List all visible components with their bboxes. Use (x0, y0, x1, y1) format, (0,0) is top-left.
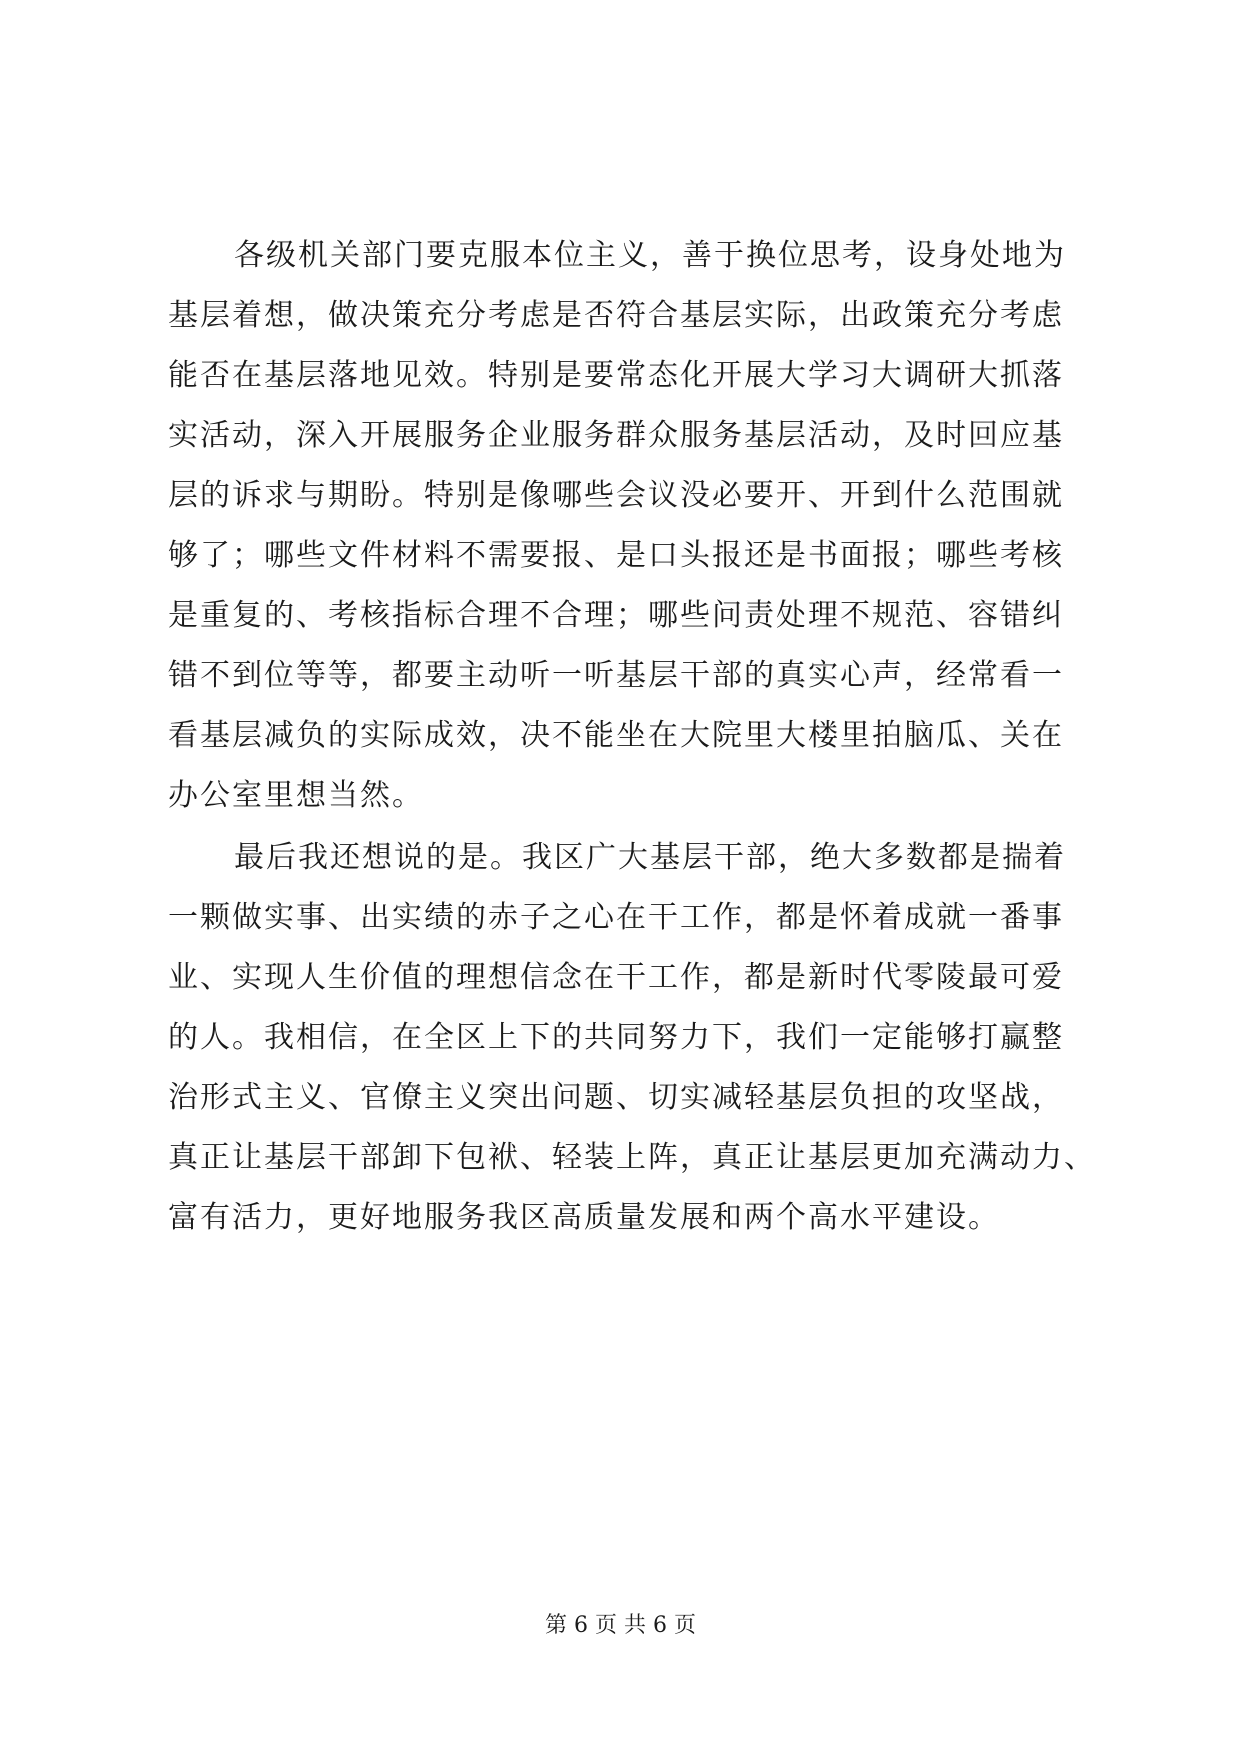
paragraph-line: 能否在基层落地见效。特别是要常态化开展大学习大调研大抓落 (168, 358, 1064, 393)
paragraph-line: 错不到位等等，都要主动听一听基层干部的真实心声，经常看一 (168, 658, 1064, 693)
paragraph-line: 富有活力，更好地服务我区高质量发展和两个高水平建设。 (168, 1200, 1000, 1235)
document-body (168, 226, 1096, 1248)
paragraph-line: 业、实现人生价值的理想信念在干工作，都是新时代零陵最可爱 (168, 960, 1064, 995)
paragraph-line: 治形式主义、官僚主义突出问题、切实减轻基层负担的攻坚战， (168, 1080, 1064, 1115)
paragraph-line: 够了；哪些文件材料不需要报、是口头报还是书面报；哪些考核 (168, 538, 1064, 573)
paragraph-line: 层的诉求与期盼。特别是像哪些会议没必要开、开到什么范围就 (168, 478, 1064, 513)
paragraph-line: 实活动，深入开展服务企业服务群众服务基层活动，及时回应基 (168, 418, 1064, 453)
paragraph-line: 一颗做实事、出实绩的赤子之心在干工作，都是怀着成就一番事 (168, 900, 1064, 935)
paragraph-line: 真正让基层干部卸下包袱、轻装上阵，真正让基层更加充满动力、 (168, 1140, 1096, 1175)
paragraph-line: 办公室里想当然。 (168, 778, 424, 813)
paragraph-line: 各级机关部门要克服本位主义，善于换位思考，设身处地为 (234, 238, 1066, 273)
paragraph-line: 是重复的、考核指标合理不合理；哪些问责处理不规范、容错纠 (168, 598, 1064, 633)
page-number-footer: 第 6 页 共 6 页 (545, 1613, 696, 1638)
paragraph-line: 最后我还想说的是。我区广大基层干部，绝大多数都是揣着 (234, 840, 1066, 875)
paragraph-2 (168, 828, 1096, 1248)
paragraph-line: 的人。我相信，在全区上下的共同努力下，我们一定能够打赢整 (168, 1020, 1064, 1055)
paragraph-line: 看基层减负的实际成效，决不能坐在大院里大楼里拍脑瓜、关在 (168, 718, 1064, 753)
paragraph-line: 基层着想，做决策充分考虑是否符合基层实际，出政策充分考虑 (168, 298, 1064, 333)
paragraph-1 (168, 226, 1088, 826)
